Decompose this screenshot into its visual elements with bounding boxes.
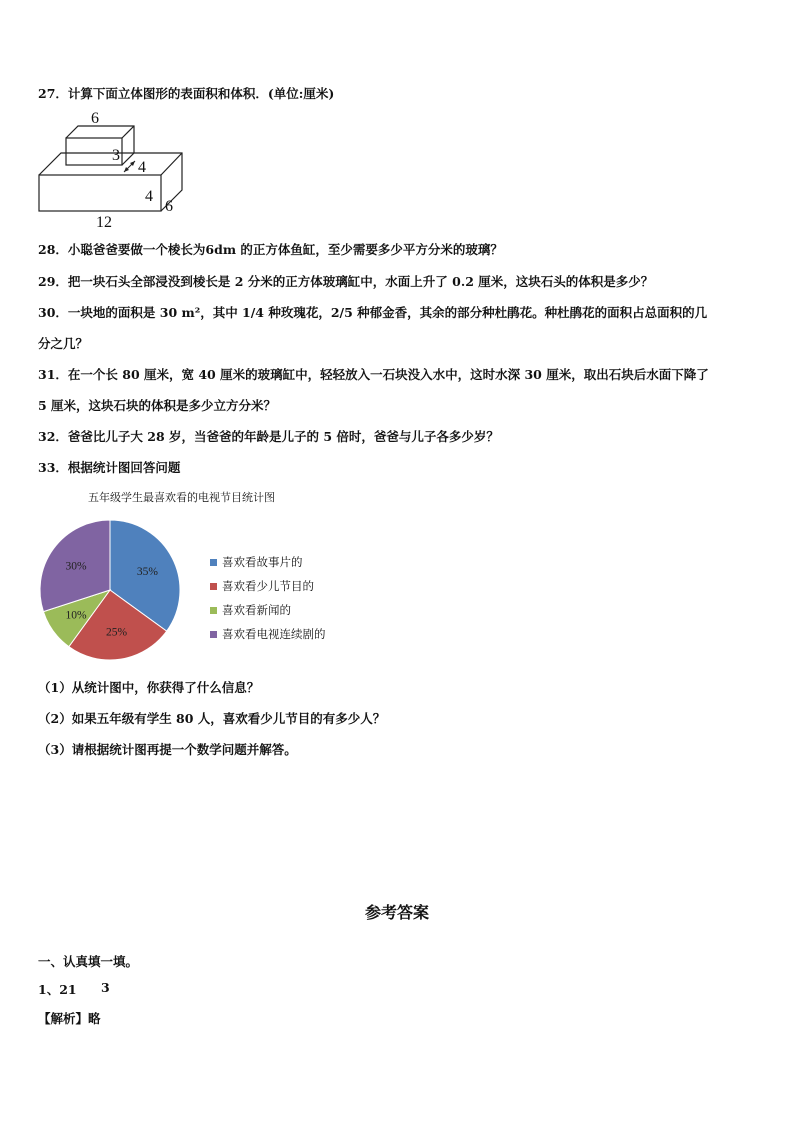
answer-item-1-num: 1、21 [38,982,77,997]
top-box-sides [66,126,134,165]
cuboid-figure [34,108,194,232]
legend-label: 喜欢看新闻的 [222,603,291,617]
question-28: 28．小聪爸爸要做一个棱长为6dm 的正方体鱼缸，至少需要多少平方分米的玻璃？ [38,242,503,257]
pie-slice-label: 25% [106,626,128,639]
legend-swatch [210,559,217,566]
legend-label: 喜欢看故事片的 [222,555,303,569]
legend-item-story [210,550,326,574]
pie-slice-label: 35% [136,565,158,578]
question-27: 27．计算下面立体图形的表面积和体积．(单位:厘米) [38,86,335,101]
legend-swatch [210,583,217,590]
legend-swatch [210,607,217,614]
legend-swatch [210,631,217,638]
question-33-1: （1）从统计图中，你获得了什么信息？ [38,680,260,695]
top-height-label: 3 [112,147,120,164]
pie-slice-label: 10% [65,609,87,622]
bottom-box-front [39,175,161,211]
question-33-3: （3）请根据统计图再提一个数学问题并解答。 [38,742,297,757]
answer-item-1-value: 3 [101,980,110,995]
pie-slice-label: 30% [65,560,87,573]
chart-legend [210,550,326,646]
question-31-line1: 31．在一个长 80 厘米，宽 40 厘米的玻璃缸中，轻轻放入一石块没入水中，这时水深 30 厘米，取出石块后水面下降了 [38,367,709,382]
legend-item-drama [210,622,326,646]
legend-label: 喜欢看少儿节目的 [222,579,314,593]
question-33-2: （2）如果五年级有学生 80 人，喜欢看少儿节目的有多少人？ [38,711,386,726]
bottom-height-label: 4 [145,188,153,205]
top-width-label: 6 [91,110,99,127]
answers-title: 参考答案 [364,903,429,922]
question-32: 32．爸爸比儿子大 28 岁，当爸爸的年龄是儿子的 5 倍时，爸爸与儿子各多少岁？ [38,429,499,444]
legend-item-news [210,598,326,622]
bottom-length-label: 12 [96,214,112,231]
question-30-line1: 30．一块地的面积是 30 m²，其中 1/4 种玫瑰花，2/5 种郁金香，其余的部分种杜鹃花。种杜鹃花的面积占总面积的几 [38,305,708,320]
question-30-line2: 分之几？ [38,336,89,351]
legend-item-kids [210,574,326,598]
legend-label: 喜欢看电视连续剧的 [222,627,326,641]
answer-analysis: 【解析】略 [38,1011,101,1026]
pie-chart [30,515,190,675]
chart-title: 五年级学生最喜欢看的电视节目统计图 [88,491,275,504]
top-depth-label: 4 [138,159,146,176]
question-33: 33．根据统计图回答问题 [38,460,181,475]
question-31-line2: 5 厘米，这块石块的体积是多少立方分米？ [38,398,277,413]
answers-section-1: 一、认真填一填。 [38,954,139,969]
question-29: 29．把一块石头全部浸没到棱长是 2 分米的正方体玻璃缸中，水面上升了 0.2 厘米，这块石头的体积是多少？ [38,274,654,289]
bottom-depth-label: 6 [165,198,173,215]
